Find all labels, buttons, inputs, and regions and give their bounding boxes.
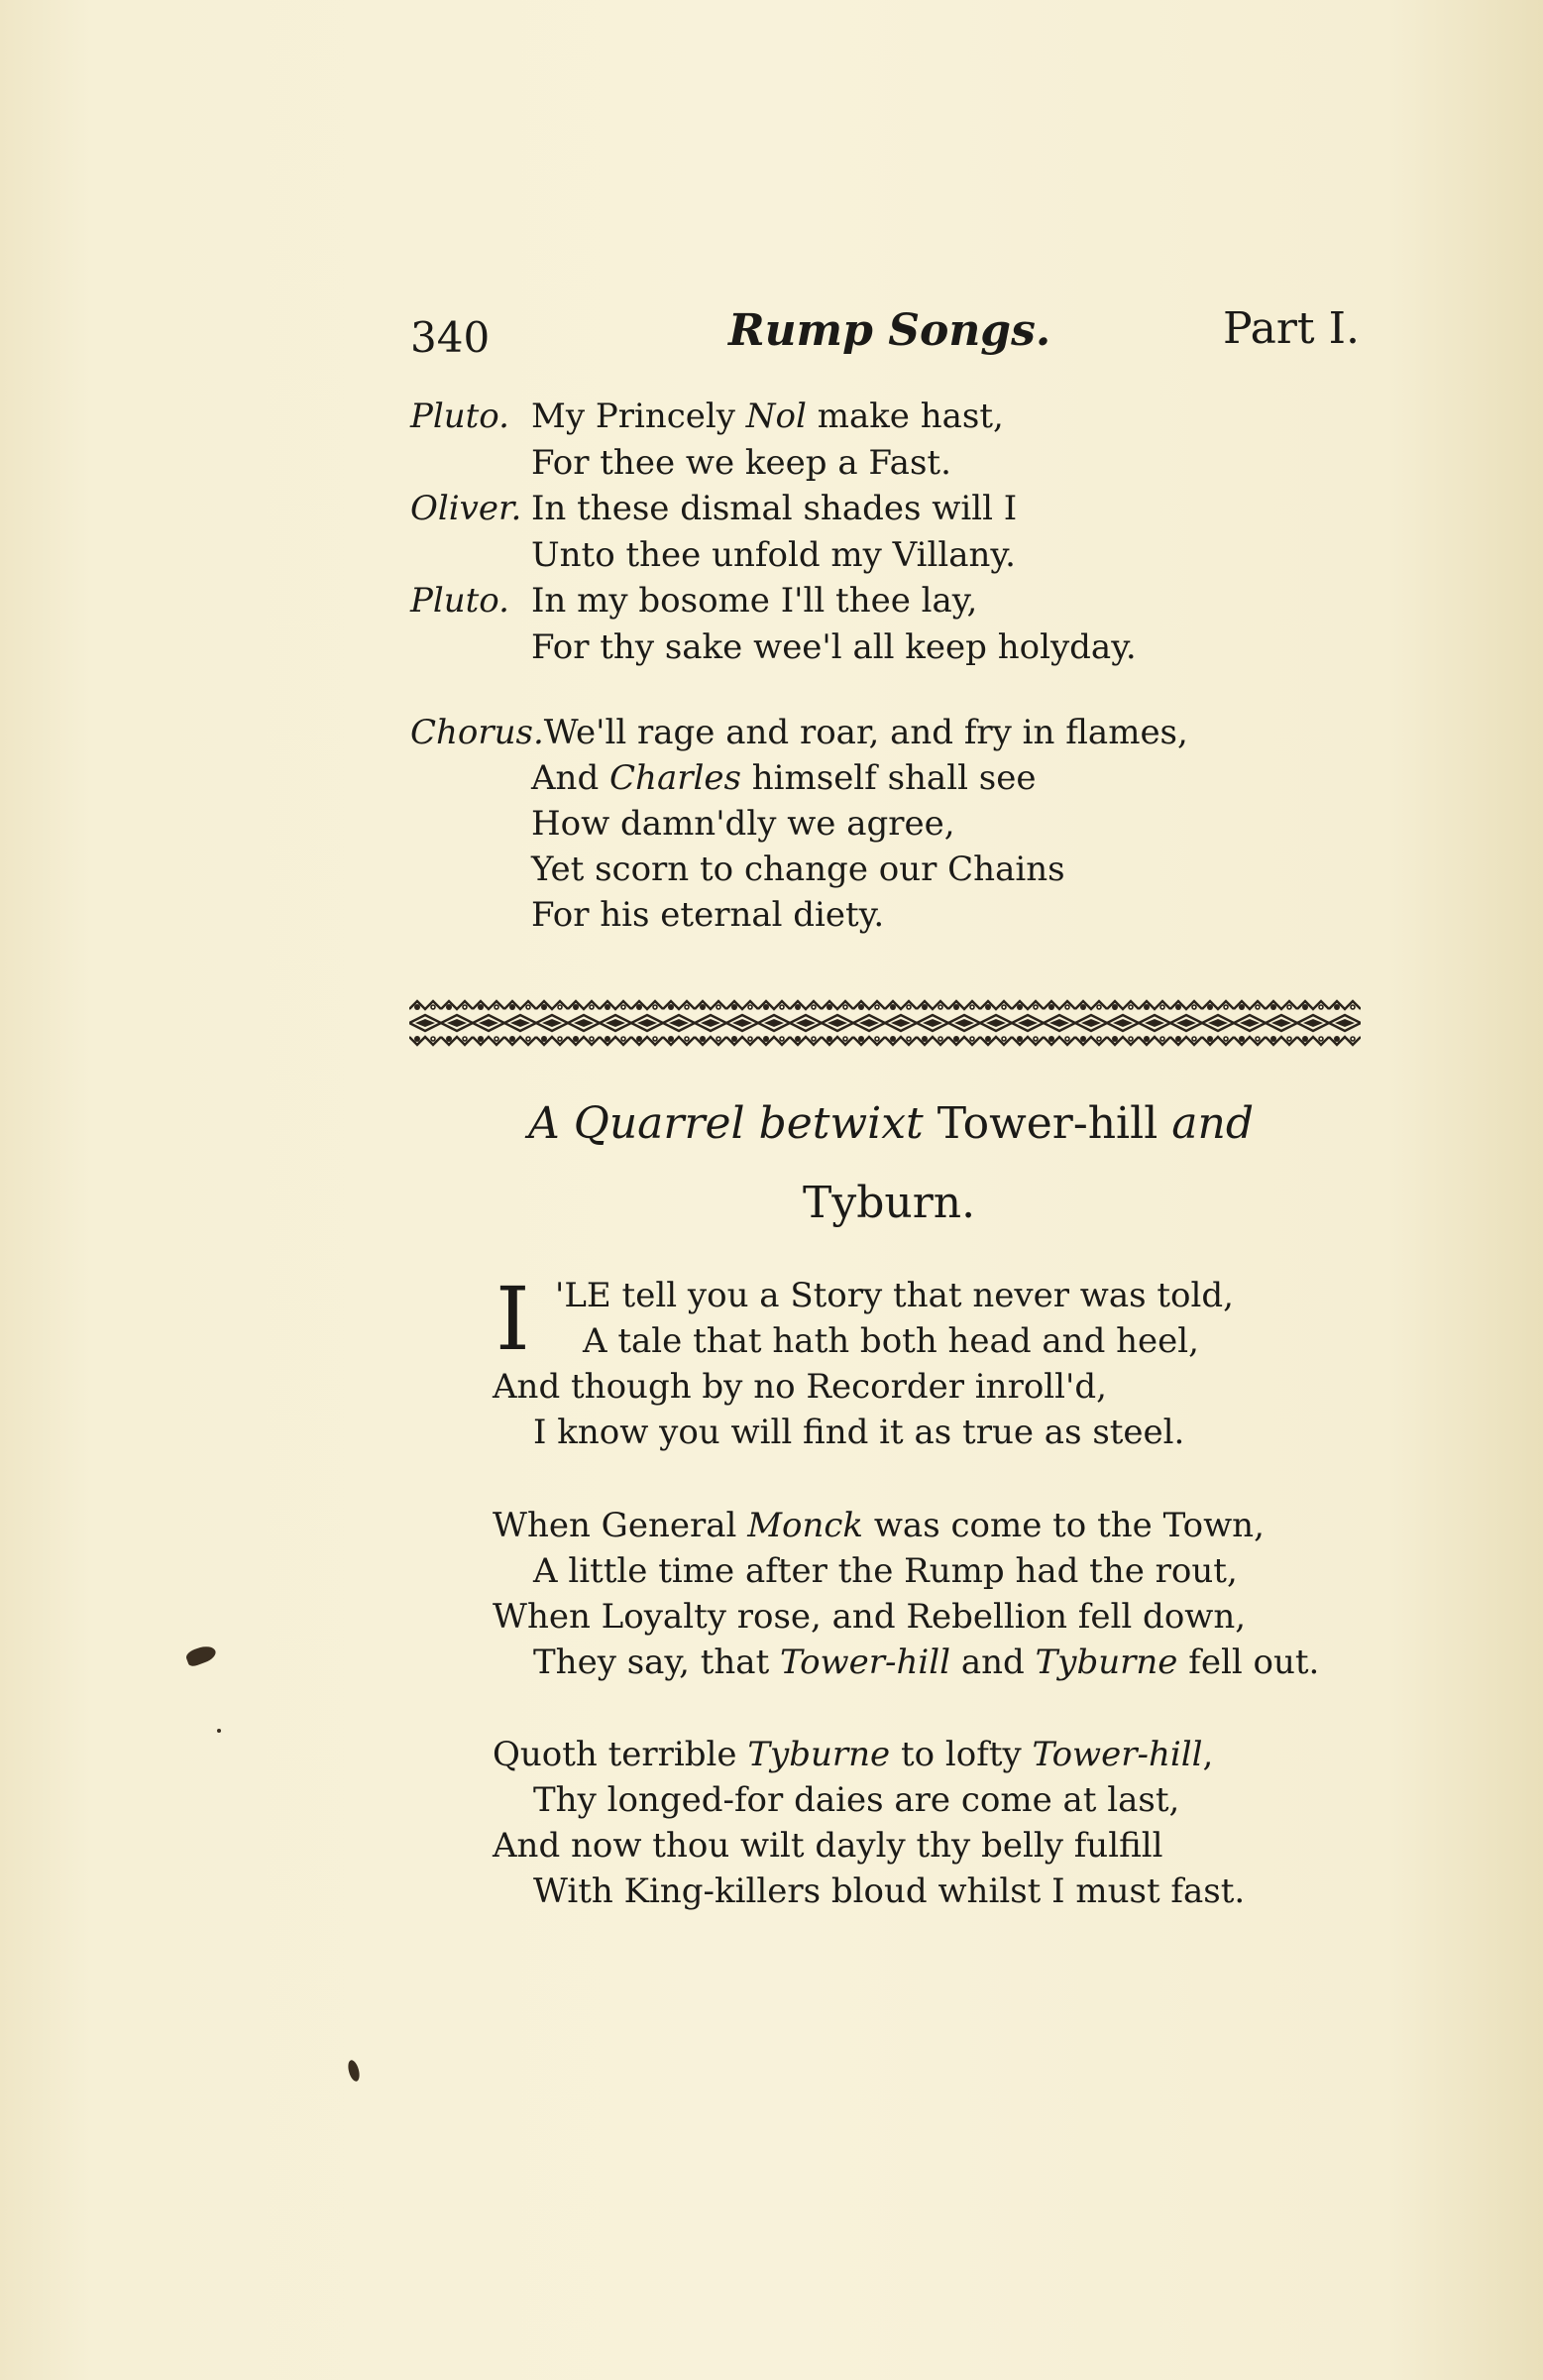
- verse-line: When General Monck was come to the Town,: [493, 1506, 1265, 1545]
- chorus-line: For his eternal diety.: [531, 895, 885, 935]
- verse-line: I know you will find it as true as steel.: [533, 1413, 1185, 1452]
- dialogue-text: In my bosome I'll thee lay,: [531, 581, 978, 621]
- page-number: 340: [410, 313, 491, 362]
- dialogue-line: Pluto.: [410, 397, 509, 436]
- dialogue-text: For thy sake wee'l all keep holyday.: [531, 627, 1137, 667]
- drop-cap: I: [496, 1268, 530, 1370]
- verse-line: When Loyalty rose, and Rebellion fell down,: [493, 1597, 1247, 1637]
- poem-title: A Quarrel betwixt Tower-hill and: [528, 1098, 1255, 1149]
- verse-line: They say, that Tower-hill and Tyburne fell out.: [533, 1643, 1320, 1682]
- chorus-line: Chorus.We'll rage and roar, and fry in flames,: [410, 713, 1188, 752]
- dialogue-text: My Princely Nol make hast,: [531, 397, 1004, 436]
- ink-blot: [184, 1643, 218, 1667]
- verse-line: Thy longed-for daies are come at last,: [533, 1780, 1180, 1820]
- verse-line: And now thou wilt dayly thy belly fulfill: [493, 1826, 1163, 1866]
- verse-line: Quoth terrible Tyburne to lofty Tower-hill,: [493, 1735, 1214, 1774]
- ink-dot: [217, 1729, 221, 1733]
- dialogue-text: For thee we keep a Fast.: [531, 443, 951, 483]
- dialogue-line: Oliver.: [410, 489, 522, 528]
- chorus-line: How damn'dly we agree,: [531, 804, 955, 844]
- verse-line: A little time after the Rump had the rout,: [533, 1551, 1238, 1591]
- verse-line: And though by no Recorder inroll'd,: [493, 1367, 1107, 1407]
- ink-blot: [346, 2059, 361, 2083]
- poem-title-line2: Tyburn.: [803, 1178, 976, 1228]
- chorus-line: Yet scorn to change our Chains: [531, 850, 1065, 889]
- chorus-label: Chorus.: [410, 713, 544, 752]
- dialogue-text: In these dismal shades will I: [531, 489, 1018, 528]
- dialogue-text: Unto thee unfold my Villany.: [531, 535, 1016, 575]
- running-title: Rump Songs.: [728, 305, 1051, 356]
- verse-line: 'LE tell you a Story that never was told,: [555, 1276, 1234, 1315]
- dialogue-line: Pluto.: [410, 581, 509, 621]
- verse-line: With King-killers bloud whilst I must fast.: [533, 1871, 1246, 1911]
- chorus-line: And Charles himself shall see: [531, 758, 1037, 798]
- part-label: Part I.: [1223, 303, 1360, 354]
- ornamental-divider: [409, 993, 1361, 1053]
- verse-line: A tale that hath both head and heel,: [583, 1321, 1199, 1361]
